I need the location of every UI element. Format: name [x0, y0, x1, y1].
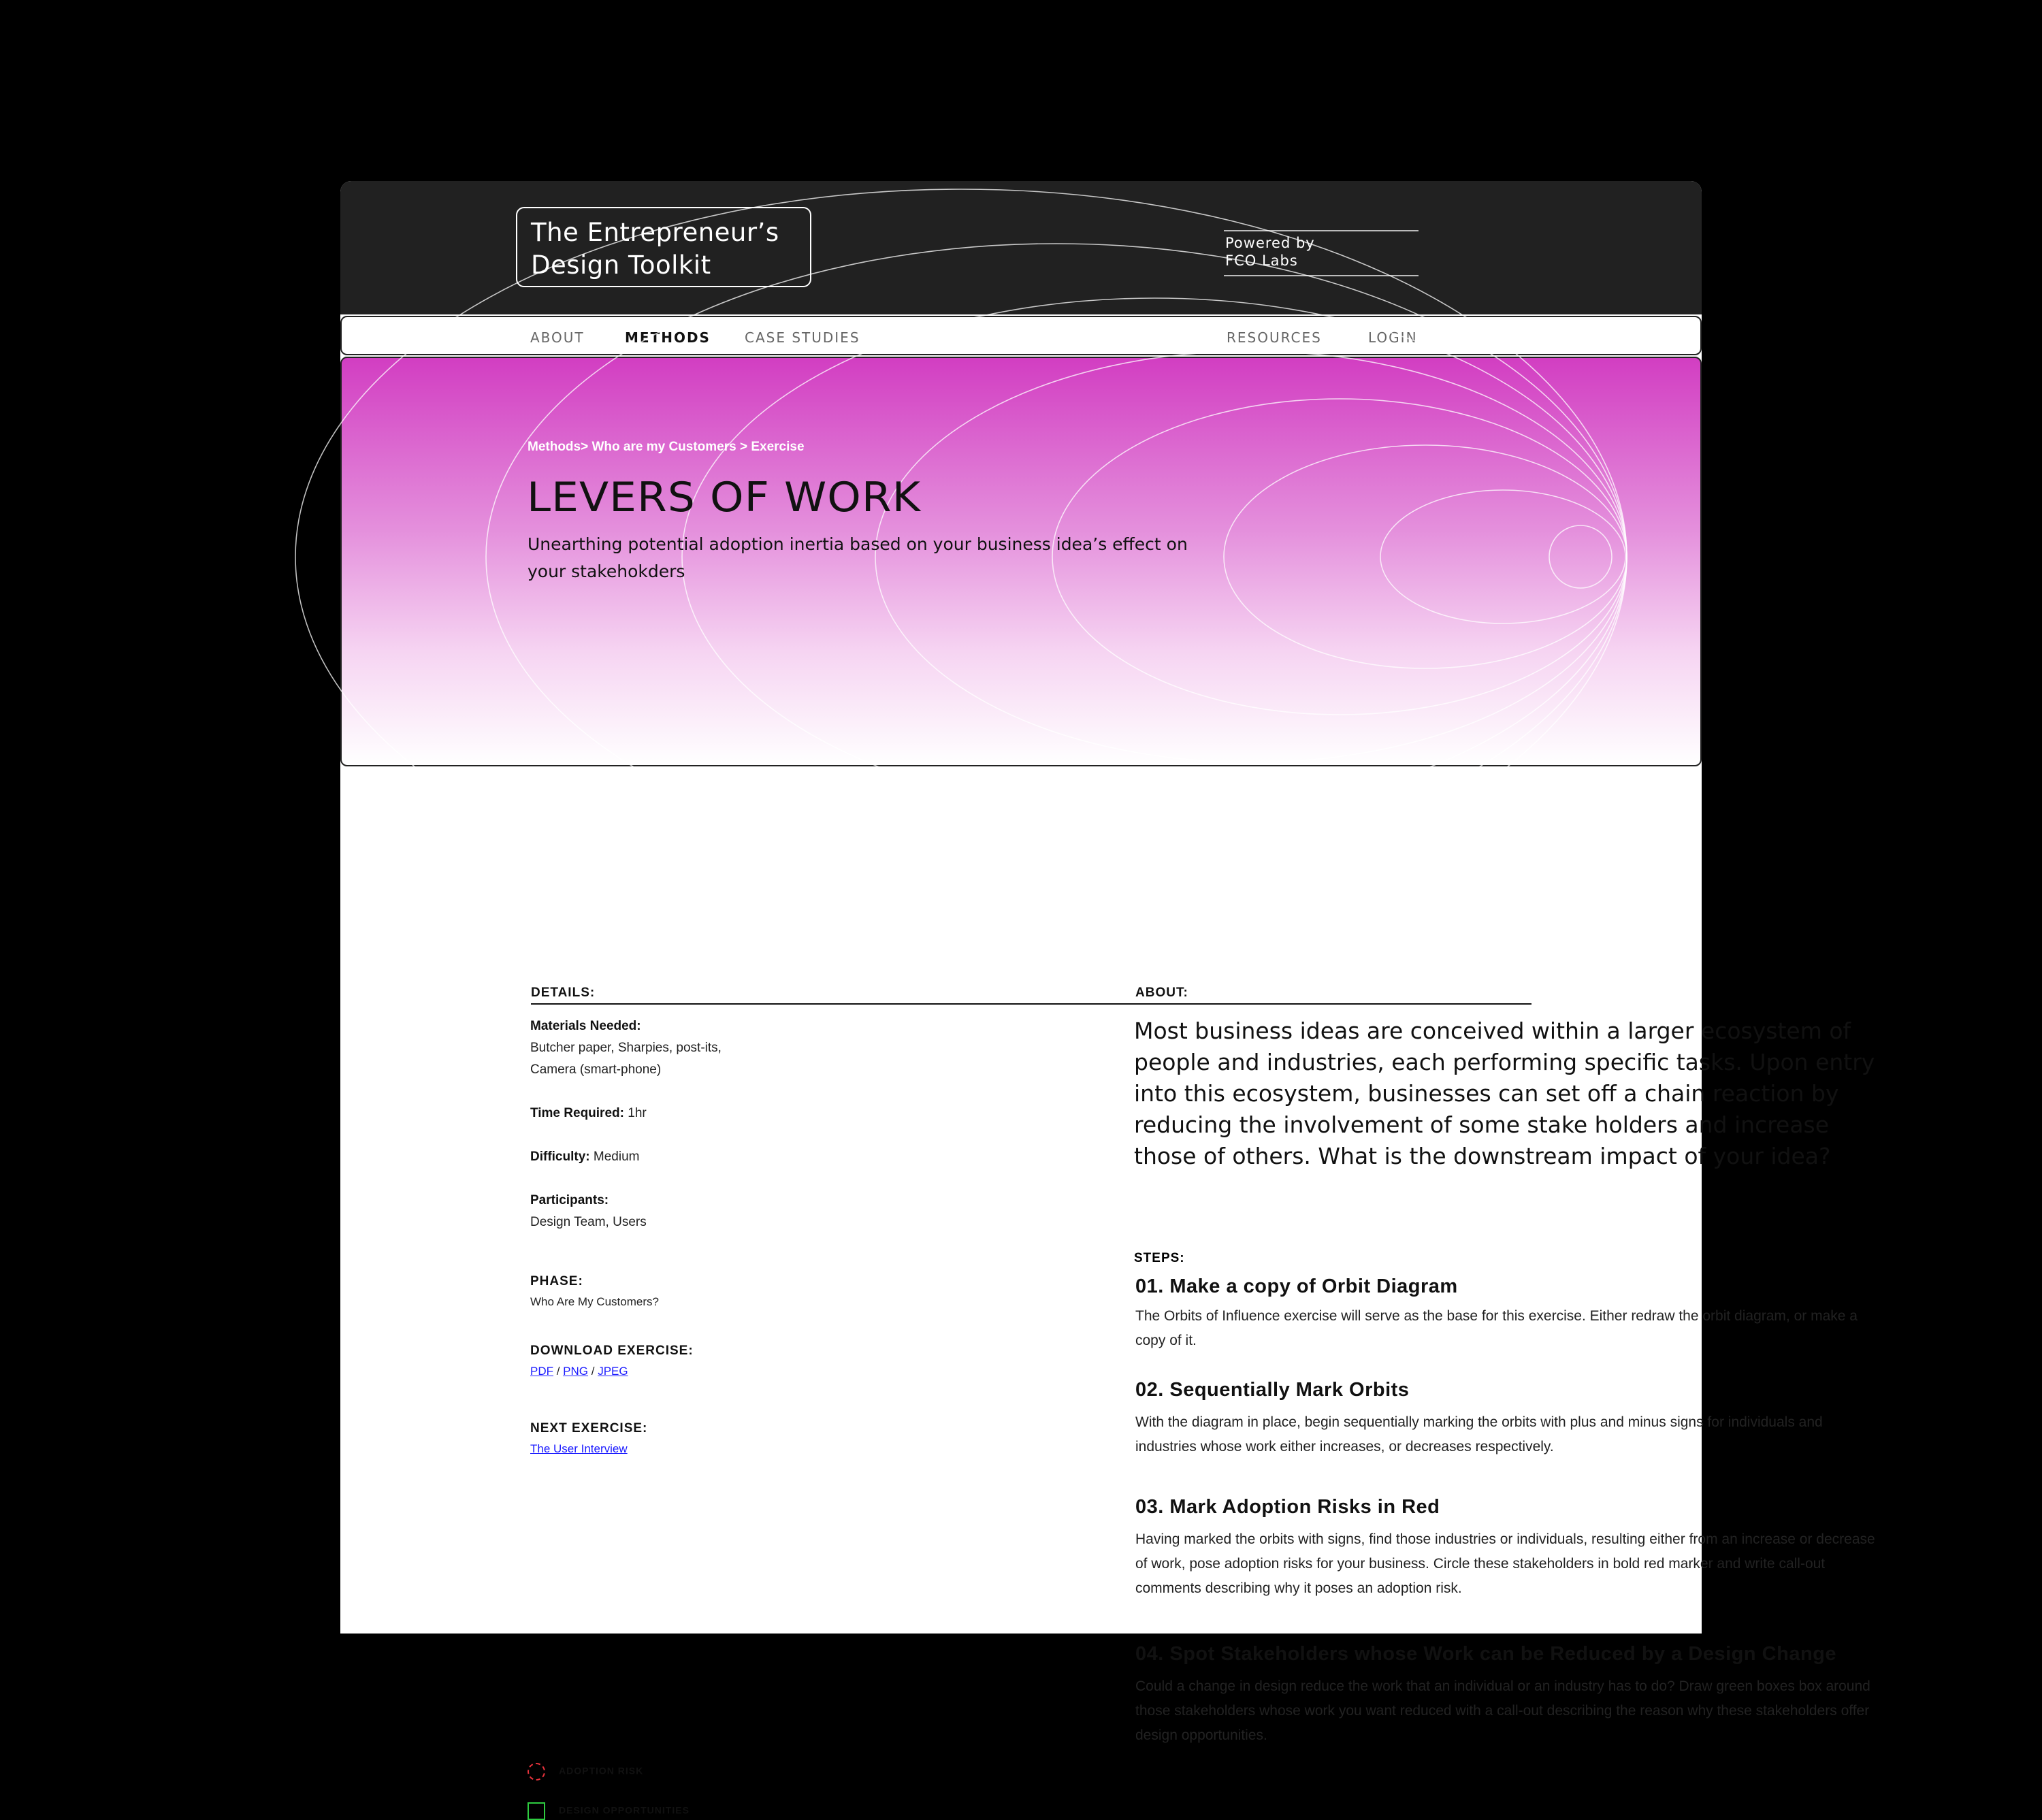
step-title-3: 03. Mark Adoption Risks in Red [1135, 1496, 1440, 1518]
next-exercise-link[interactable]: The User Interview [530, 1442, 628, 1455]
materials-label: Materials Needed: [530, 1019, 641, 1033]
download-separator-2: / [588, 1365, 598, 1378]
nav-resources[interactable]: RESOURCES [1227, 329, 1322, 346]
powered-line-1: Powered by [1225, 235, 1315, 251]
participants-block [530, 1190, 647, 1233]
time-block [530, 1103, 647, 1124]
next-exercise-block [530, 1418, 647, 1459]
phase-value: Who Are My Customers? [530, 1295, 659, 1308]
step-title-1: 01. Make a copy of Orbit Diagram [1135, 1275, 1458, 1297]
about-text: Most business ideas are conceived within a larger ecosystem of people and industries, each performing specific tasks. Upon entry into this ecosystem, businesses can set off a chain reaction by reducing the involvement of some stake holders and increase those of others. What is the downstream impact of your idea? [1134, 1018, 1875, 1169]
time-value: 1hr [623, 1106, 647, 1120]
page-frame [340, 181, 1875, 1816]
step-body-4: Could a change in design reduce the work that an individual or an industry has to do? Draw green boxes box around those stakeholders whose work you want reduced with a call-out describing the reason why these stakeholders offer design opportunities. [1135, 1678, 1870, 1743]
next-exercise-label: NEXT EXERCISE: [530, 1421, 648, 1435]
breadcrumb: Methods> Who are my Customers > Exercise [528, 440, 805, 454]
nav-case-studies[interactable]: CASE STUDIES [745, 329, 860, 346]
step-body-1: The Orbits of Influence exercise will serve as the base for this exercise. Either redraw the orbit diagram, or make a copy of it. [1135, 1308, 1858, 1348]
step-title-4: 04. Spot Stakeholders whose Work can be Reduced by a Design Change [1135, 1643, 1837, 1665]
details-heading: DETAILS: [531, 986, 596, 1000]
download-jpeg-link[interactable]: JPEG [598, 1365, 628, 1378]
nav-login[interactable]: LOGIN [1368, 329, 1418, 346]
participants-label: Participants: [530, 1193, 609, 1207]
phase-label: PHASE: [530, 1274, 583, 1288]
page-subtitle: Unearthing potential adoption inertia based on your business idea’s effect on your stakehokders [528, 534, 1188, 581]
materials-block [530, 1015, 722, 1081]
nav-methods[interactable]: METHODS [625, 329, 711, 346]
content-area [340, 181, 1875, 1816]
step-body-3: Having marked the orbits with signs, find those industries or individuals, resulting either from an increase or decrease of work, pose adoption risks for your business. Circle these stakeholders in bold red marker and write call-out comments describing why it poses an adoption risk. [1135, 1531, 1875, 1596]
green-square-icon [528, 1802, 545, 1820]
nav-about[interactable]: ABOUT [530, 329, 585, 346]
step-title-2: 02. Sequentially Mark Orbits [1135, 1379, 1410, 1401]
time-label: Time Required: [530, 1106, 624, 1120]
powered-line-2: FCO Labs [1225, 253, 1298, 269]
logo-line-2: Design Toolkit [531, 250, 711, 280]
difficulty-label: Difficulty: [530, 1150, 590, 1164]
steps-heading: STEPS: [1134, 1251, 1185, 1265]
difficulty-value: Medium [589, 1150, 640, 1164]
legend-design-label: DESIGN OPPORTUNITIES [559, 1804, 690, 1816]
legend-adoption-risk [528, 1763, 643, 1781]
section-divider [531, 1003, 1532, 1005]
step-body-2: With the diagram in place, begin sequentially marking the orbits with plus and minus signs for individuals and industries whose work either increases, or decreases respectively. [1135, 1414, 1823, 1455]
materials-value-1: Butcher paper, Sharpies, post-its, [530, 1041, 722, 1055]
download-block [530, 1341, 694, 1382]
download-png-link[interactable]: PNG [563, 1365, 589, 1378]
download-pdf-link[interactable]: PDF [530, 1365, 553, 1378]
download-label: DOWNLOAD EXERCISE: [530, 1344, 694, 1358]
legend-adoption-label: ADOPTION RISK [559, 1765, 644, 1776]
logo-line-1: The Entrepreneur’s [531, 218, 779, 247]
page-title: LEVERS OF WORK [527, 474, 922, 521]
download-separator-1: / [553, 1365, 564, 1378]
materials-value-2: Camera (smart-phone) [530, 1062, 662, 1077]
phase-block [530, 1271, 659, 1312]
about-heading: ABOUT: [1135, 986, 1188, 1000]
legend-design-opportunities [528, 1802, 690, 1820]
dashed-circle-icon [528, 1763, 545, 1781]
participants-value: Design Team, Users [530, 1215, 647, 1229]
difficulty-block [530, 1146, 639, 1168]
